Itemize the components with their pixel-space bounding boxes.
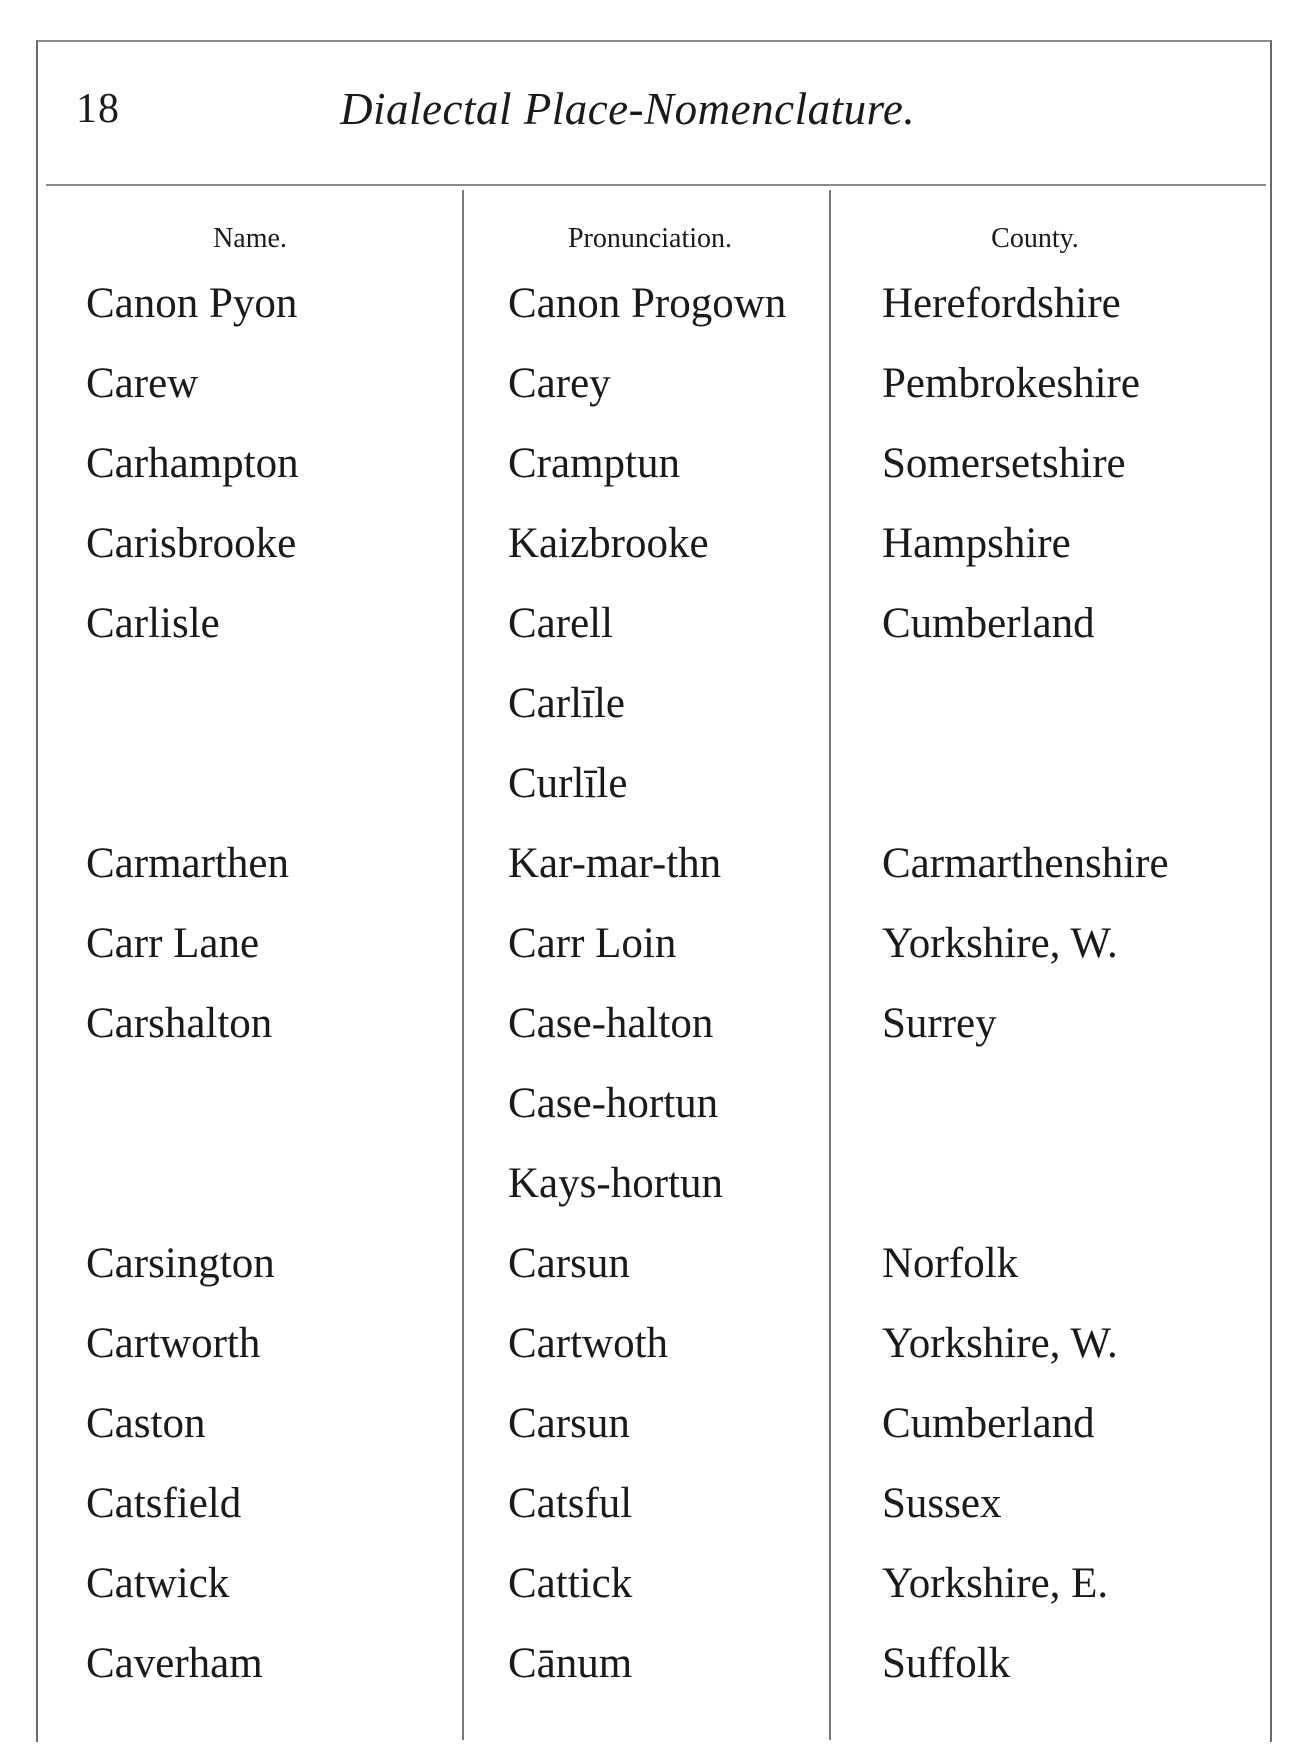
table-row [0, 512, 1301, 592]
pronunciation: Catsful [508, 1480, 633, 1527]
header-rule [46, 184, 1266, 186]
table-row [0, 1472, 1301, 1552]
place-name: Carew [86, 360, 199, 407]
place-name: Carlisle [86, 600, 220, 647]
place-name: Caston [86, 1400, 206, 1447]
county: Yorkshire, W. [882, 920, 1118, 967]
place-name: Carsington [86, 1240, 275, 1287]
pronunciation: Carsun [508, 1400, 630, 1447]
county: Suffolk [882, 1640, 1011, 1687]
pronunciation: Kaizbrooke [508, 520, 709, 567]
pronunciation: Case-hortun [508, 1080, 719, 1127]
table-row [0, 832, 1301, 912]
county: Carmarthenshire [882, 840, 1169, 887]
county: Norfolk [882, 1240, 1019, 1287]
county: Sussex [882, 1480, 1002, 1527]
page-number: 18 [76, 86, 120, 132]
table-row [0, 1552, 1301, 1632]
pronunciation: Carlīle [508, 680, 626, 727]
table-row [0, 1072, 1301, 1152]
table-row [0, 1232, 1301, 1312]
pronunciation: Cānum [508, 1640, 633, 1687]
table-row [0, 592, 1301, 672]
pronunciation: Cramptun [508, 440, 680, 487]
place-name: Catsfield [86, 1480, 242, 1527]
county: Cumberland [882, 1400, 1095, 1447]
place-name: Carshalton [86, 1000, 273, 1047]
county: Hampshire [882, 520, 1071, 567]
column-header-county: County. [991, 223, 1079, 254]
table-row [0, 992, 1301, 1072]
pronunciation: Carsun [508, 1240, 630, 1287]
place-name: Carmarthen [86, 840, 289, 887]
table-row [0, 272, 1301, 352]
place-name: Catwick [86, 1560, 230, 1607]
table-row [0, 352, 1301, 432]
county: Surrey [882, 1000, 997, 1047]
pronunciation: Carey [508, 360, 611, 407]
place-name: Cartworth [86, 1320, 261, 1367]
place-name: Carr Lane [86, 920, 260, 967]
table-row [0, 1632, 1301, 1712]
county: Herefordshire [882, 280, 1121, 327]
column-header-name: Name. [213, 223, 287, 254]
table-row [0, 912, 1301, 992]
pronunciation: Cattick [508, 1560, 633, 1607]
table-row [0, 1392, 1301, 1472]
county: Pembrokeshire [882, 360, 1140, 407]
table-row [0, 752, 1301, 832]
running-title: Dialectal Place-Nomenclature. [340, 84, 916, 134]
county: Yorkshire, W. [882, 1320, 1118, 1367]
county: Yorkshire, E. [882, 1560, 1109, 1607]
county: Somersetshire [882, 440, 1126, 487]
place-name: Carhampton [86, 440, 299, 487]
place-name: Caverham [86, 1640, 263, 1687]
pronunciation: Cartwoth [508, 1320, 669, 1367]
pronunciation: Case-halton [508, 1000, 714, 1047]
table-row [0, 1312, 1301, 1392]
pronunciation: Kar-mar-thn [508, 840, 722, 887]
pronunciation: Canon Progown [508, 280, 787, 327]
place-name-table [0, 272, 1301, 1712]
pronunciation: Kays-hortun [508, 1160, 723, 1207]
pronunciation: Carell [508, 600, 614, 647]
pronunciation: Curlīle [508, 760, 628, 807]
column-header-pronunciation: Pronunciation. [567, 223, 733, 254]
table-row [0, 672, 1301, 752]
place-name: Canon Pyon [86, 280, 298, 327]
table-row [0, 432, 1301, 512]
county: Cumberland [882, 600, 1095, 647]
pronunciation: Carr Loin [508, 920, 677, 967]
place-name: Carisbrooke [86, 520, 297, 567]
table-row [0, 1152, 1301, 1232]
